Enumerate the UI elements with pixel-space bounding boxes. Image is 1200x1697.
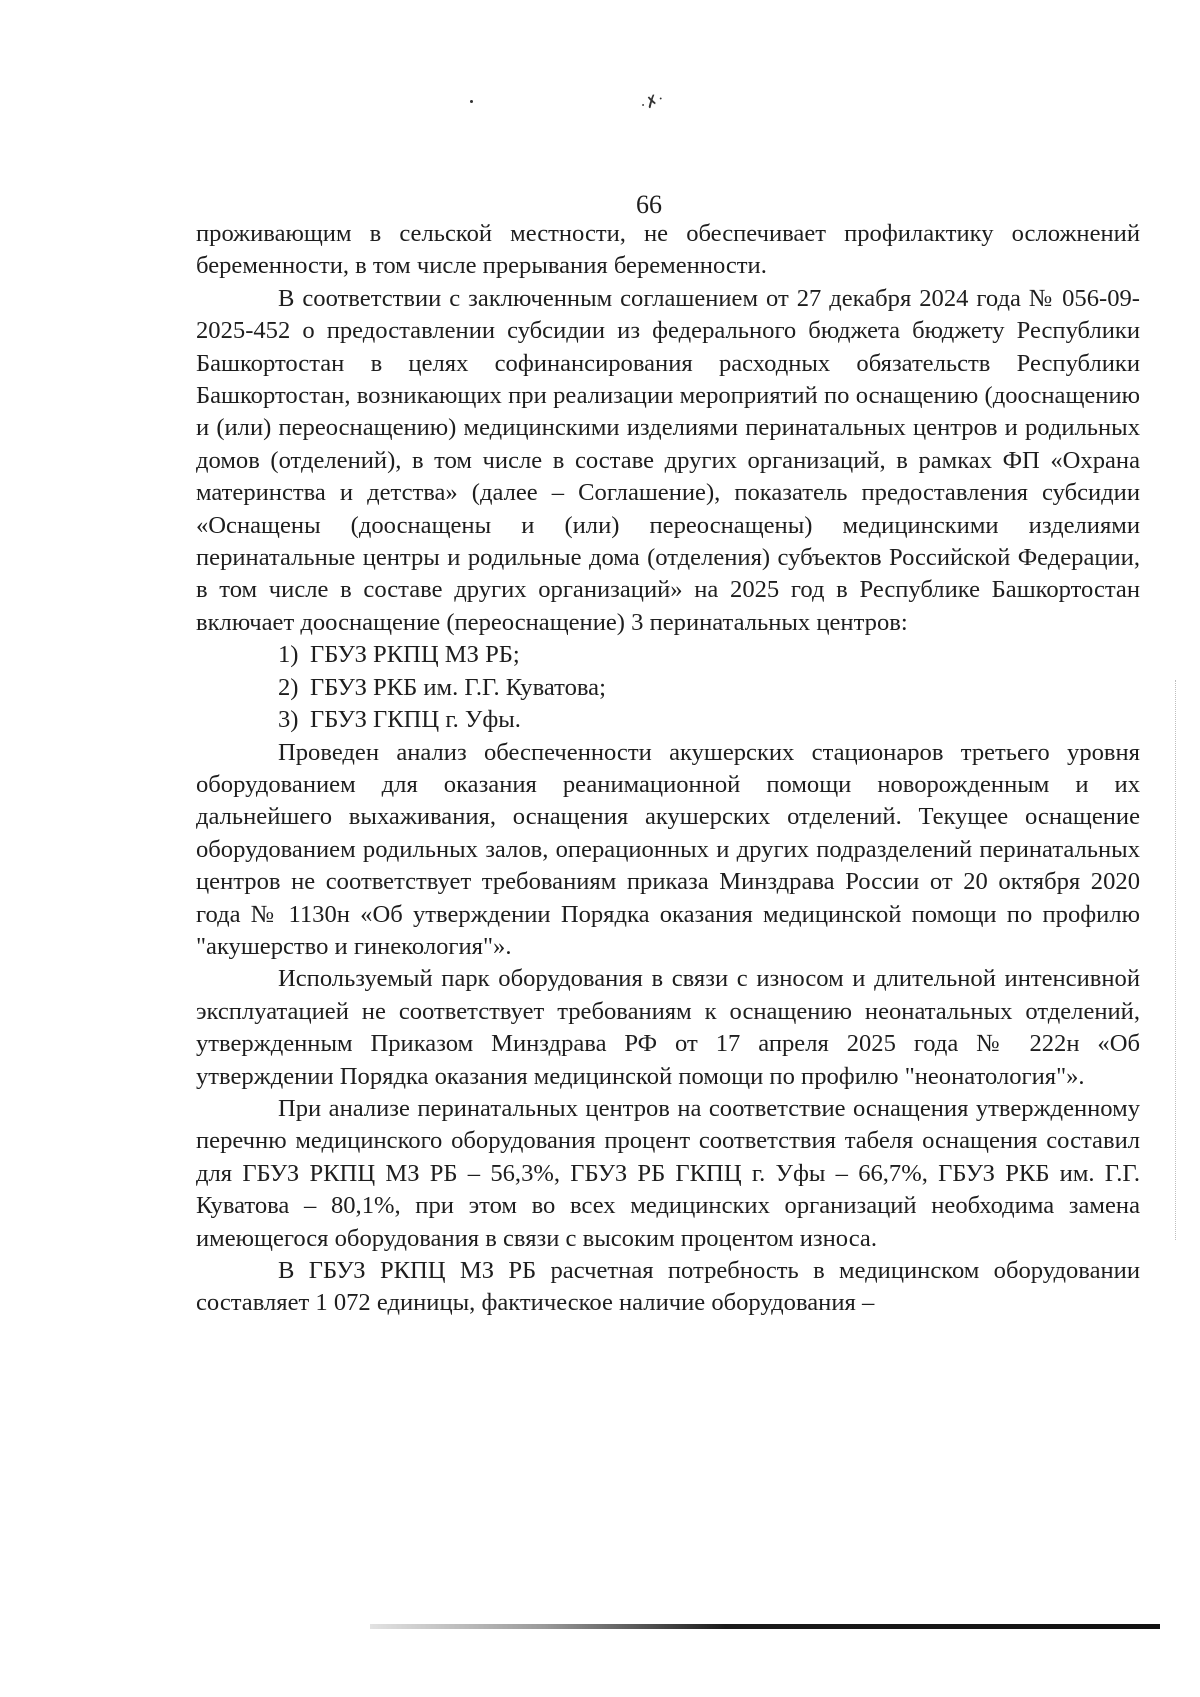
scan-margin-noise [1175, 680, 1178, 1240]
page-number: 66 [636, 190, 662, 219]
scan-mark: ·✗· [637, 90, 667, 115]
list-number: 2) [278, 673, 299, 701]
list-item [196, 639, 1140, 671]
list-text: ГБУЗ РКБ им. Г.Г. Куватова; [310, 673, 606, 701]
document-body [196, 218, 1140, 1320]
scan-bottom-edge [370, 1624, 1160, 1629]
list-item [196, 704, 1140, 736]
perinatal-centers-list [196, 639, 1140, 736]
paragraph: Проведен анализ обеспеченности акушерских стационаров третьего уровня оборудованием для оказания реанимационной помощи новорожденным и их дальнейшего выхаживания, оснащения акушерских отделений. Текущее оснащение оборудованием родильных залов, операционных и других подразделений перинатальных центров не соответствует требованиям приказа Минздрава России от 20 октября 2020 года № 1130н «Об утверждении Порядка оказания медицинской помощи по профилю "акушерство и гинекология"». [196, 738, 1140, 960]
list-item [196, 672, 1140, 704]
paragraph: В ГБУЗ РКПЦ МЗ РБ расчетная потребность в медицинском оборудовании составляет 1 072 единицы, фактическое наличие оборудования – [196, 1257, 1140, 1317]
scan-dot [470, 100, 473, 103]
paragraph: проживающим в сельской местности, не обеспечивает профилактику осложнений беременности, в том числе прерывания беременности. [196, 220, 1140, 280]
list-number: 3) [278, 706, 299, 734]
list-number: 1) [278, 641, 299, 669]
paragraph: При анализе перинатальных центров на соответствие оснащения утвержденному перечню медицинского оборудования процент соответствия табеля оснащения составил для ГБУЗ РКПЦ МЗ РБ – 56,3%, ГБУЗ РБ ГКПЦ г. Уфы – 66,7%, ГБУЗ РКБ им. Г.Г. Куватова – 80,1%, при этом во всех медицинских организаций необходима замена имеющегося оборудования в связи с высоким процентом износа. [196, 1094, 1140, 1252]
paragraph: В соответствии с заключенным соглашением от 27 декабря 2024 года № 056-09-2025-452 о предоставлении субсидии из федерального бюджета бюджету Республики Башкортостан в целях софинансирования расходных обязательств Республики Башкортостан, возникающих при реализации мероприятий по оснащению (дооснащению и (или) переоснащению) медицинскими изделиями перинатальных центров и родильных домов (отделений), в том числе в составе других организаций, в рамках ФП «Охрана материнства и детства» (далее – Соглашение), показатель предоставления субсидии «Оснащены (дооснащены и (или) переоснащены) медицинскими изделиями перинатальные центры и родильные дома (отделения) субъектов Российской Федерации, в том числе в составе других организаций» на 2025 год в Республике Башкортостан включает дооснащение (переоснащение) 3 перинатальных центров: [196, 284, 1140, 636]
list-text: ГБУЗ РКПЦ МЗ РБ; [310, 641, 520, 669]
paragraph: Используемый парк оборудования в связи с износом и длительной интенсивной эксплуатацией не соответствует требованиям к оснащению неонатальных отделений, утвержденным Приказом Минздрава РФ от 17 апреля 2025 года № 222н «Об утверждении Порядка оказания медицинской помощи по профилю "неонатология"». [196, 965, 1140, 1090]
list-text: ГБУЗ ГКПЦ г. Уфы. [310, 706, 521, 734]
